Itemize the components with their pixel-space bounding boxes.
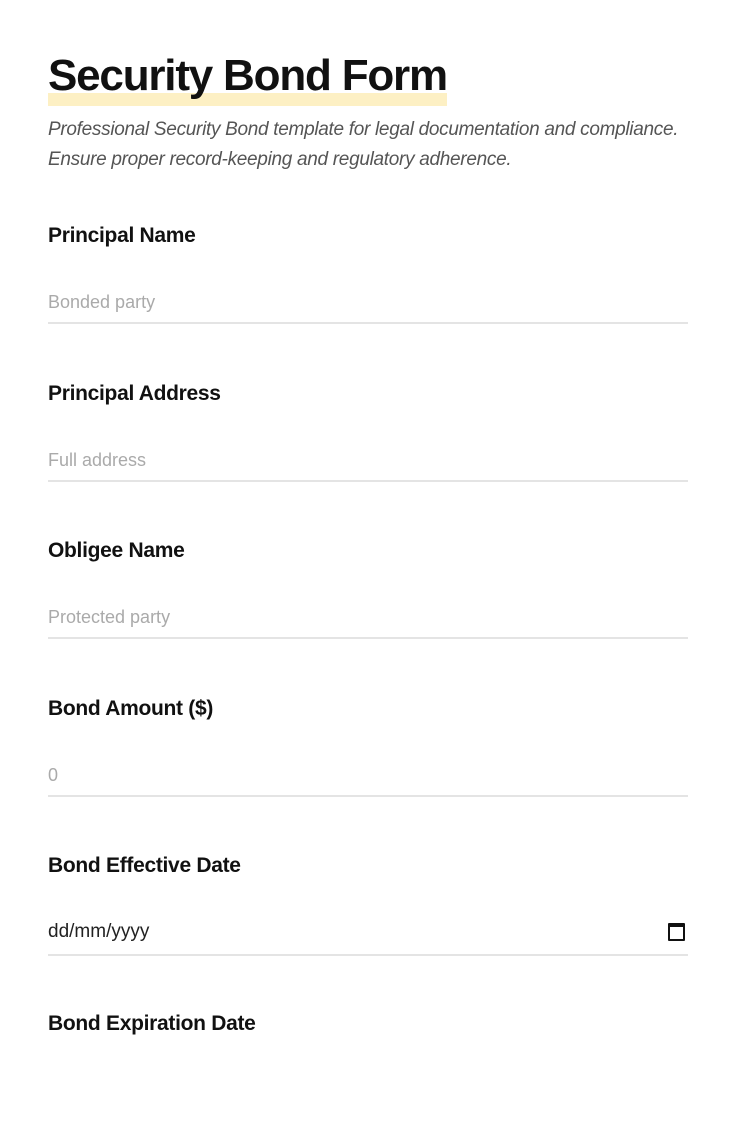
bond-amount-field [48,697,688,807]
date-value: dd/mm/yyyy [48,921,150,942]
principal-name-label: Principal Name [48,224,196,247]
bond-effective-date-input[interactable] [48,912,688,956]
principal-address-input[interactable] [48,440,688,482]
bond-expiration-date-label: Bond Expiration Date [48,1012,256,1035]
principal-address-field [48,382,688,492]
calendar-icon[interactable] [668,923,685,941]
bond-effective-date-field [48,854,688,964]
obligee-name-label: Obligee Name [48,539,185,562]
bond-expiration-date-field [48,1012,688,1122]
obligee-name-field [48,539,688,649]
bond-amount-input[interactable] [48,755,688,797]
principal-address-label: Principal Address [48,382,221,405]
page-description: Professional Security Bond template for legal documentation and compliance. Ensure proper record-keeping and regulatory adherence. [48,119,679,170]
obligee-name-input[interactable] [48,597,688,639]
bond-effective-date-label: Bond Effective Date [48,854,241,877]
principal-name-input[interactable] [48,282,688,324]
bond-amount-label: Bond Amount ($) [48,697,214,720]
principal-name-field [48,224,688,334]
page-title [48,50,447,102]
title-text: Security Bond Form [48,51,447,100]
